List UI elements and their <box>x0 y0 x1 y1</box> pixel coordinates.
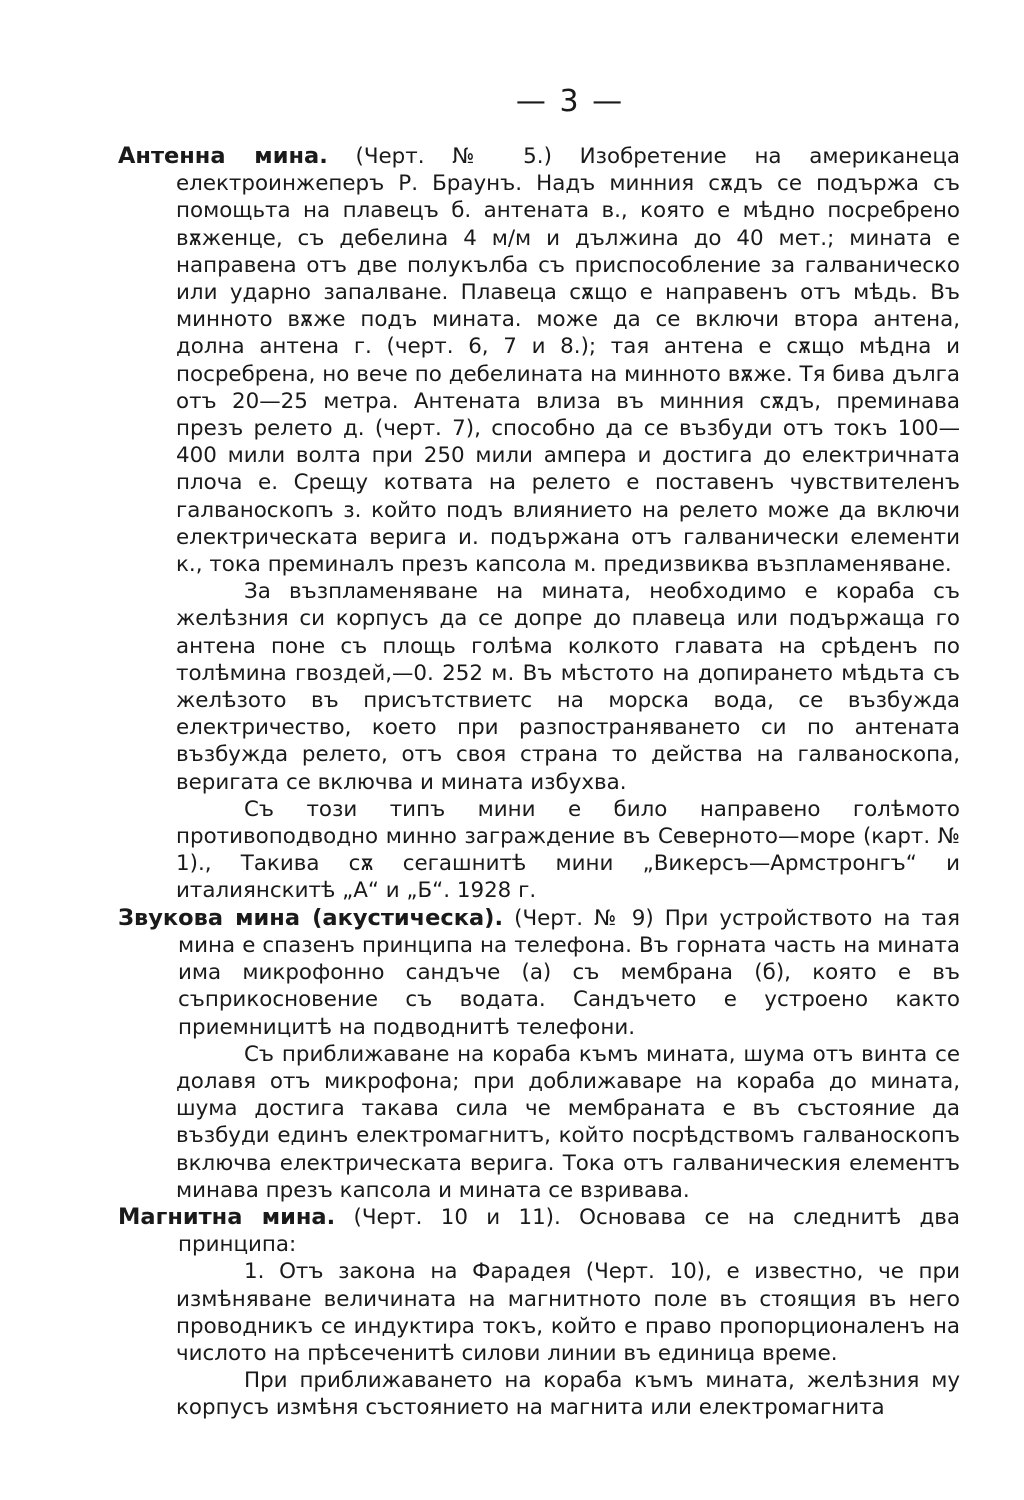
acoustic-mine-paragraph-1 <box>118 905 960 1041</box>
entry-antenna-mine <box>118 143 960 905</box>
antenna-mine-term: Антенна мина. <box>118 143 328 169</box>
page-number: — 3 — <box>515 84 625 119</box>
entry-acoustic-mine <box>118 905 960 1204</box>
magnetic-mine-paragraph-1 <box>118 1204 960 1258</box>
antenna-mine-paragraph-2: За възпламеняване на мината, необходимо е кораба съ желѣзния си корпусъ да се допре до плавеца или подържаща го антена поне съ площь голѣма колкото главата на срѣденъ по толѣмина гвоздей,—0. 252 м. Въ мѣстото на допирането мѣдьта съ желѣзото въ присътствиетс на морска вода, се възбужда електричество, което при разпостраняването си по антената възбужда релето, отъ своя страна то действа на галваноскопа, веригата се включва и мината избухва. <box>176 579 960 795</box>
magnetic-mine-term: Магнитна мина. <box>118 1203 336 1230</box>
magnetic-mine-paragraph-2: 1. Отъ закона на Фарадея (Черт. 10), е известно, че при измѣняване величината на магнитното поле въ стоящия въ него проводникъ се индуктира токъ, който е право пропорционаленъ на числото на прѣсеченитѣ силови линии въ единица време. <box>176 1259 960 1366</box>
magnetic-mine-paragraph-3: При приближаването на кораба къмъ мината, желѣзния му корпусъ измѣня състоянието на магнита или електромагнита <box>176 1368 960 1421</box>
entry-magnetic-mine <box>118 1204 960 1422</box>
antenna-mine-paragraph-3: Съ този типъ мини е било направено голѣмото противоподводно минно заграждение въ Северното—море (карт. № 1)., Такива сѫ сегашнитѣ мини „Викерсъ—Армстронгъ“ и италиянскитѣ „А“ и „Б“. 1928 г. <box>176 796 960 904</box>
acoustic-mine-paragraph-2: Съ приближаване на кораба къмъ мината, шума отъ винта се долавя отъ микрофона; при доближаваре на кораба до мината, шума достига такава сила че мембраната е въ състояние да възбуди единъ електромагнитъ, който посрѣдствомъ галваноскопъ включва електрическата верига. Тока отъ галваническия елементъ минава презъ капсола и мината се взривава. <box>176 1041 960 1203</box>
page-body <box>118 143 960 1422</box>
acoustic-mine-text-1: (Черт. № 9) При устройството на тая мина е спазенъ принципа на телефона. Въ горната часть на мината има микрофонно сандъче (а) съ мембрана (б), която е въ съприкосновение съ водата. Сандъчето е устроено както приемницитѣ на подводнитѣ телефони. <box>178 905 960 1040</box>
magnetic-mine-text-1: (Черт. 10 и 11). Основава се на следнитѣ два принципа: <box>178 1204 960 1258</box>
antenna-mine-paragraph-1 <box>118 143 960 578</box>
acoustic-mine-term: Звукова мина (акустическа). <box>118 904 504 931</box>
antenna-mine-text-1: (Черт. № 5.) Изобретение на американеца електроинжеперъ Р. Браунъ. Надъ минния сѫдъ се подържа съ помощьта на плавецъ б. антената в., която е мѣдно посребрено вѫженце, съ дебелина 4 м/м и дължина до 40 мет.; мината е направена отъ две полукълба съ приспособление за галваническо или ударно запалване. Плавеца сѫщо е направенъ отъ мѣдь. Въ минното вѫже подъ мината. може да се включи втора антена, долна антена г. (черт. 6, 7 и 8.); тая антена е сѫщо мѣдна и посребрена, но вече по дебелината на минното вѫже. Тя бива дълга отъ 20—25 метра. Антената влиза въ минния сѫдъ, преминава презъ релето д. (черт. 7), способно да се възбуди отъ токъ 100—400 мили волта при 250 мили ампера и достига до електричната плоча е. Срещу котвата на релето е поставенъ чувствителенъ галваноскопъ з. който подъ влиянието на релето може да включи електрическата верига и. подържана отъ галванически елементи к., тока преминалъ презъ капсола м. предизвиква възпламеняване. <box>176 144 961 578</box>
